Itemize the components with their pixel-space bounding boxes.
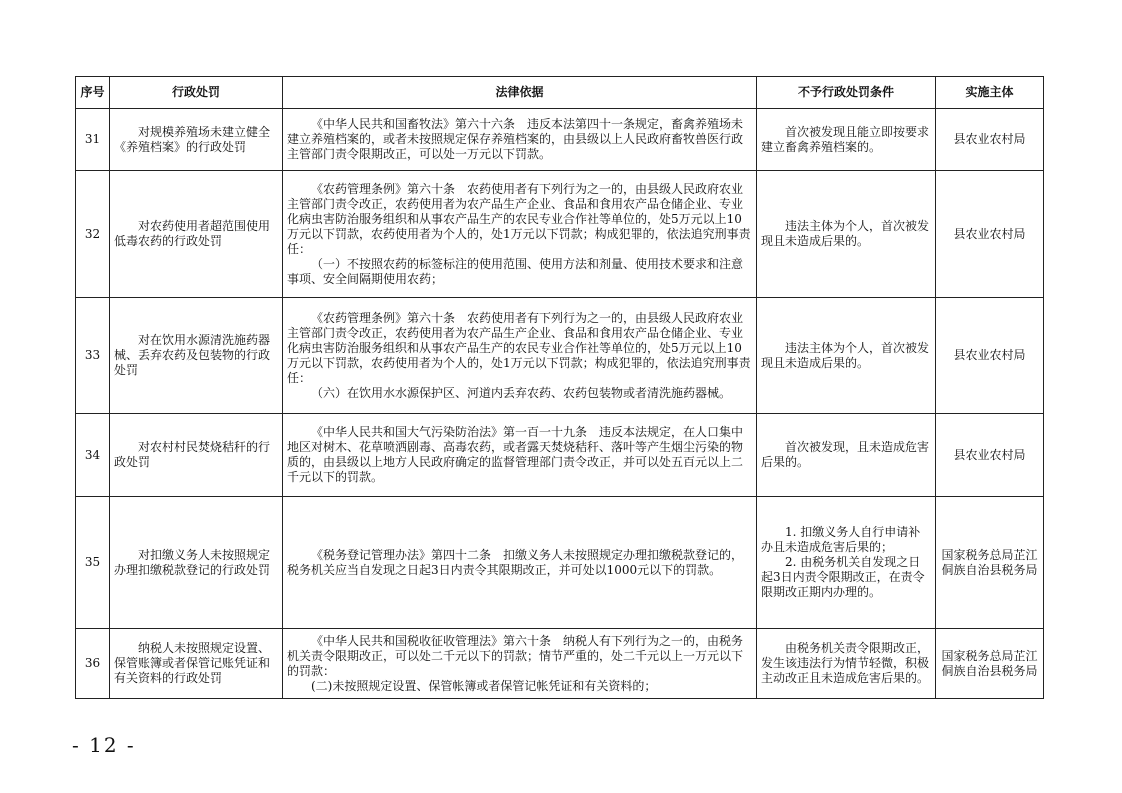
- implementing-agency: 国家税务总局芷江侗族自治县税务局: [936, 629, 1044, 699]
- exemption-condition: [757, 109, 936, 171]
- condition-paragraph: 由税务机关责令限期改正，发生该违法行为情节轻微，积极主动改正且未造成危害后果的。: [761, 641, 930, 685]
- page-number: - 12 -: [72, 733, 136, 757]
- exemption-condition: [757, 629, 936, 699]
- condition-paragraph: 首次被发现且能立即按要求建立畜禽养殖档案的。: [761, 124, 930, 154]
- table-row: [76, 414, 1044, 497]
- row-number: 33: [76, 298, 110, 414]
- legal-basis-paragraph: （一）不按照农药的标签标注的使用范围、使用方法和剂量、使用技术要求和注意事项、安全间隔期使用农药；: [287, 256, 744, 286]
- row-number: 31: [76, 109, 110, 171]
- legal-basis: [283, 414, 757, 497]
- exemption-condition: [757, 414, 936, 497]
- row-number: 36: [76, 629, 110, 699]
- exemption-condition: [757, 298, 936, 414]
- header-agency: 实施主体: [936, 77, 1044, 109]
- legal-basis-paragraph: 《中华人民共和国税收征收管理法》第六十条 纳税人有下列行为之一的，由税务机关责令限期改正，可以处二千元以下的罚款；情节严重的，处二千元以上一万元以下的罚款：: [287, 633, 744, 678]
- penalty-name: [110, 629, 283, 699]
- header-penalty: 行政处罚: [110, 77, 283, 109]
- penalty-name-text: 对在饮用水源清洗施药器械、丢弃农药及包装物的行政处罚: [114, 333, 271, 377]
- penalty-name-text: 对农药使用者超范围使用低毒农药的行政处罚: [114, 219, 271, 248]
- table-header-row: [76, 77, 1044, 109]
- penalty-name: [110, 497, 283, 629]
- penalty-name: [110, 109, 283, 171]
- legal-basis: [283, 298, 757, 414]
- exemption-condition: [757, 171, 936, 298]
- row-number: 35: [76, 497, 110, 629]
- legal-basis-paragraph: 《农药管理条例》第六十条 农药使用者有下列行为之一的，由县级人民政府农业主管部门责令改正，农药使用者为农产品生产企业、食品和食用农产品仓储企业、专业化病虫害防治服务组织和从事农产品生产的农民专业合作社等单位的，处5万元以上10万元以下罚款，农药使用者为个人的，处1万元以下罚款；构成犯罪的，依法追究刑事责任：: [287, 181, 751, 256]
- penalty-name: [110, 171, 283, 298]
- header-basis: 法律依据: [283, 77, 757, 109]
- penalty-name-text: 纳税人未按照规定设置、保管账簿或者保管记账凭证和有关资料的行政处罚: [114, 641, 271, 685]
- legal-basis: [283, 109, 757, 171]
- implementing-agency: 县农业农村局: [936, 171, 1044, 298]
- implementing-agency: 县农业农村局: [936, 414, 1044, 497]
- table-row: [76, 298, 1044, 414]
- legal-basis-paragraph: (二)未按照规定设置、保管帐簿或者保管记帐凭证和有关资料的；: [311, 678, 657, 693]
- condition-paragraph: 违法主体为个人，首次被发现且未造成后果的。: [761, 219, 930, 248]
- condition-paragraph: 1. 扣缴义务人自行申请补办且未造成危害后果的；: [761, 525, 921, 554]
- condition-paragraph: 2. 由税务机关自发现之日起3日内责令限期改正，在责令限期改正期内办理的。: [761, 555, 925, 599]
- header-no: 序号: [76, 77, 110, 109]
- header-condition: 不予行政处罚条件: [757, 77, 936, 109]
- penalty-name: [110, 298, 283, 414]
- table-row: [76, 171, 1044, 298]
- implementing-agency: 县农业农村局: [936, 298, 1044, 414]
- legal-basis-paragraph: 《税务登记管理办法》第四十二条 扣缴义务人未按照规定办理扣缴税款登记的，税务机关应当自发现之日起3日内责令其限期改正，并可处以1000元以下的罚款。: [287, 547, 744, 577]
- legal-basis-paragraph: 《中华人民共和国大气污染防治法》第一百一十九条 违反本法规定，在人口集中地区对树木、花草喷洒剧毒、高毒农药，或者露天焚烧秸秆、落叶等产生烟尘污染的物质的，由县级以上地方人民政府确定的监督管理部门责令改正，并可以处五百元以上二千元以下的罚款。: [287, 425, 744, 484]
- legal-basis: [283, 629, 757, 699]
- exemption-condition: [757, 497, 936, 629]
- row-number: 34: [76, 414, 110, 497]
- implementing-agency: 县农业农村局: [936, 109, 1044, 171]
- penalty-name-text: 对农村村民焚烧秸秆的行政处罚: [114, 440, 271, 469]
- implementing-agency: 国家税务总局芷江侗族自治县税务局: [936, 497, 1044, 629]
- penalty-table: [75, 76, 1044, 699]
- table-row: [76, 497, 1044, 629]
- penalty-name: [110, 414, 283, 497]
- legal-basis-paragraph: （六）在饮用水水源保护区、河道内丢弃农药、农药包装物或者清洗施药器械。: [311, 385, 732, 400]
- penalty-name-text: 对规模养殖场未建立健全《养殖档案》的行政处罚: [114, 124, 271, 154]
- condition-paragraph: 首次被发现，且未造成危害后果的。: [761, 440, 930, 469]
- legal-basis: [283, 171, 757, 298]
- legal-basis: [283, 497, 757, 629]
- row-number: 32: [76, 171, 110, 298]
- legal-basis-paragraph: 《中华人民共和国畜牧法》第六十六条 违反本法第四十一条规定，畜禽养殖场未建立养殖档案的，或者未按照规定保存养殖档案的，由县级以上人民政府畜牧兽医行政主管部门责令限期改正，可以处一万元以下罚款。: [287, 117, 744, 161]
- condition-paragraph: 违法主体为个人，首次被发现且未造成后果的。: [761, 340, 930, 370]
- penalty-name-text: 对扣缴义务人未按照规定办理扣缴税款登记的行政处罚: [114, 547, 271, 577]
- table-row: [76, 629, 1044, 699]
- table-row: [76, 109, 1044, 171]
- legal-basis-paragraph: 《农药管理条例》第六十条 农药使用者有下列行为之一的，由县级人民政府农业主管部门责令改正，农药使用者为农产品生产企业、食品和食用农产品仓储企业、专业化病虫害防治服务组织和从事农产品生产的农民专业合作社等单位的，处5万元以上10万元以下罚款，农药使用者为个人的，处1万元以下罚款；构成犯罪的，依法追究刑事责任：: [287, 310, 751, 385]
